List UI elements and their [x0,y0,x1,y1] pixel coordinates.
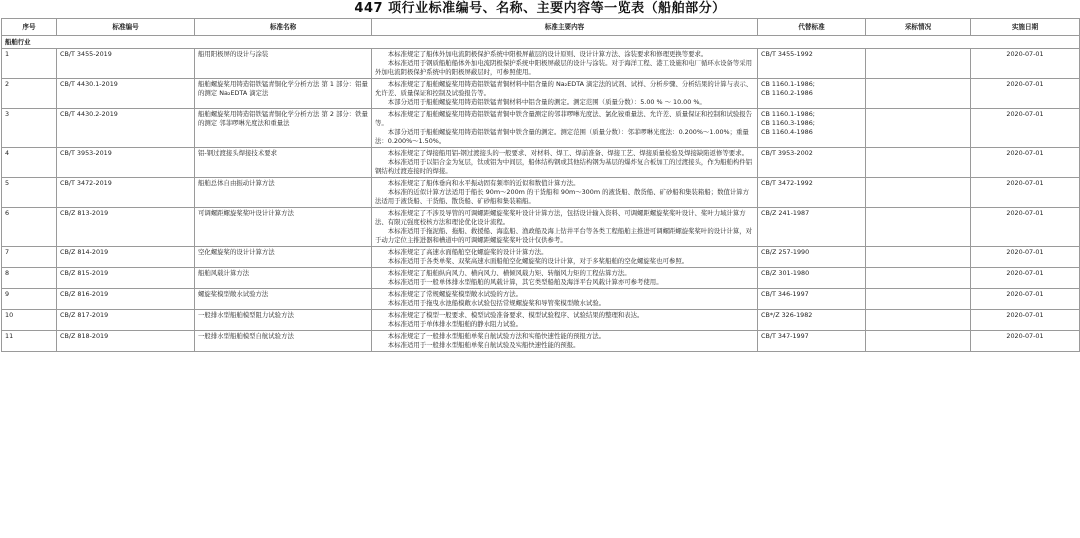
cell-content [372,49,758,79]
cell-content [372,289,758,310]
table-row [2,310,1080,331]
header-row [2,19,1080,36]
header-replaced: 代替标准 [758,19,866,36]
cell-date: 2020-07-01 [971,208,1080,247]
cell-code: CB/T 4430.1-2019 [57,79,195,109]
cell-replaced: CB/T 347-1997 [758,331,866,352]
cell-content [372,148,758,178]
cell-replaced: CB/T 346-1997 [758,289,866,310]
header-date: 实施日期 [971,19,1080,36]
cell-no: 1 [2,49,57,79]
cell-replaced: CB/Z 301-1980 [758,268,866,289]
cell-replaced: CB*/Z 326-1982 [758,310,866,331]
cell-name: 船舶总体自由振动计算方法 [195,178,372,208]
content-paragraph: 本标准的近似计算方法适用于船长 90m～200m 的干货船和 90m～300m 的液货船、散货船、矿砂船和集装箱船；数值计算方法适用于液货船、干货船、散货船、矿砂船和集装箱船。 [375,188,750,205]
cell-code: CB/Z 817-2019 [57,310,195,331]
cell-no: 7 [2,247,57,268]
cell-adopt [866,247,971,268]
cell-adopt [866,109,971,148]
cell-no: 8 [2,268,57,289]
cell-content [372,79,758,109]
cell-no: 4 [2,148,57,178]
cell-name: 可调螺距螺旋桨桨叶设计计算方法 [195,208,372,247]
cell-date: 2020-07-01 [971,148,1080,178]
header-no: 序号 [2,19,57,36]
cell-content [372,331,758,352]
content-paragraph: 本标准规定了焊接船用铝-钢过渡接头的一般要求、对材料、焊工、焊前准备、焊接工艺、焊接质量检验及焊接缺陷返修等要求。 [387,149,748,157]
cell-name: 螺旋桨模型敞水试验方法 [195,289,372,310]
cell-name: 船用阳极屏的设计与涂装 [195,49,372,79]
content-paragraph: 本部分适用于船舶螺旋桨用铸造铝铁锰青铜材料中铝含量的测定。测定范围（质量分数）：5.00 % ～ 10.00 %。 [387,98,706,106]
cell-code: CB/Z 816-2019 [57,289,195,310]
cell-adopt [866,310,971,331]
content-paragraph: 本标准规定了船舶螺旋桨用铸造铝铁锰青铜中铁含量测定的邻菲啰啉光度法、氯化铵重量法、允许差、质量保证和控制和试验报告等。 [375,110,753,127]
cell-adopt [866,148,971,178]
cell-no: 6 [2,208,57,247]
table-row [2,289,1080,310]
content-paragraph: 本标准适用于钢质船舶船体外加电流阴极保护系统中阳极屏蔽层的设计与涂装。对于海洋工程、港工设施和电厂循环水设备等采用外加电流阴极保护系统中的阳极屏蔽层时，可参照使用。 [375,59,753,76]
content-paragraph: 本标准规定了船体外加电流阴极保护系统中阳极屏蔽层的设计原则、设计计算方法、涂装要求和修理更换等要求。 [387,50,708,58]
header-content: 标准主要内容 [372,19,758,36]
cell-no: 2 [2,79,57,109]
cell-replaced: CB/Z 241-1987 [758,208,866,247]
cell-content [372,208,758,247]
cell-date: 2020-07-01 [971,109,1080,148]
table-row [2,109,1080,148]
cell-date: 2020-07-01 [971,310,1080,331]
cell-name: 船舶风载计算方法 [195,268,372,289]
cell-date: 2020-07-01 [971,79,1080,109]
standards-table [1,18,1080,352]
cell-code: CB/Z 815-2019 [57,268,195,289]
cell-adopt [866,289,971,310]
content-paragraph: 本标准适用于一般排水型船舶单桨自航试验及实船快速性能的预报。 [387,341,580,349]
content-paragraph: 本标准适用于各类单桨、双桨高速水面船舶空化螺旋桨的设计计算，对于多桨船舶的空化螺旋桨也可参照。 [387,257,689,265]
content-paragraph: 本标准规定了不涉及导管的可调螺距螺旋桨桨叶设计计算方法，包括设计输入资料、可调螺距螺旋桨桨叶设计、桨叶力域计算方法、有限元强度校核方法和理论优化设计流程。 [375,209,746,226]
cell-replaced: CB/Z 257-1990 [758,247,866,268]
cell-replaced: CB 1160.1-1986; CB 1160.2-1986 [758,79,866,109]
table-row [2,247,1080,268]
cell-date: 2020-07-01 [971,49,1080,79]
content-paragraph: 本标准规定了高速水面船舶空化螺旋桨的设计计算方法。 [387,248,548,256]
content-paragraph: 本标准适用于一般单体排水型船舶的风载计算，其它类型船舶及海洋平台风载计算亦可参考使用。 [387,278,663,286]
cell-content [372,247,758,268]
cell-content [372,310,758,331]
content-paragraph: 本标准适用于拖曳水池船模敞水试验包括常规螺旋桨和导管桨模型敞水试验。 [387,299,606,307]
cell-date: 2020-07-01 [971,268,1080,289]
table-row [2,331,1080,352]
table-row [2,178,1080,208]
cell-date: 2020-07-01 [971,247,1080,268]
cell-no: 3 [2,109,57,148]
cell-code: CB/Z 814-2019 [57,247,195,268]
table-row [2,148,1080,178]
cell-no: 5 [2,178,57,208]
content-paragraph: 本部分适用于船舶螺旋桨用铸造铝铁锰青铜中铁含量的测定。测定范围（质量分数）：邻菲啰啉光度法：0.200%～1.00%；重量法：0.200%～1.50%。 [375,128,749,145]
cell-code: CB/T 3472-2019 [57,178,195,208]
cell-content [372,268,758,289]
cell-code: CB/T 3455-2019 [57,49,195,79]
content-paragraph: 本标准规定了一般排水型船舶单桨自航试验方法和实船快速性能的预报方法。 [387,332,606,340]
header-adopt: 采标情况 [866,19,971,36]
cell-replaced: CB/T 3953-2002 [758,148,866,178]
header-name: 标准名称 [195,19,372,36]
content-paragraph: 本标准适用于以铝合金为复层，钛或铝为中间层，船体结构钢或其他结构钢为基层的爆炸复合板加工的过渡接头，作为船舶构件铝钢结构过渡连接时的焊接。 [375,158,753,175]
cell-name: 空化螺旋桨的设计计算方法 [195,247,372,268]
cell-content [372,178,758,208]
cell-adopt [866,79,971,109]
cell-date: 2020-07-01 [971,178,1080,208]
content-paragraph: 本标准适用于拖泥船、拖船、救援船、海监船、渔政船及海上钻井平台等各类工程船舶主推进可调螺距螺旋桨桨叶的设计计算，对于动力定位主推进器和槽道中的可调螺距螺旋桨桨叶设计仅供参考。 [375,227,753,244]
cell-adopt [866,49,971,79]
table-row [2,79,1080,109]
cell-adopt [866,331,971,352]
cell-adopt [866,178,971,208]
cell-no: 11 [2,331,57,352]
section-row [2,36,1080,49]
cell-replaced: CB/T 3472-1992 [758,178,866,208]
cell-no: 10 [2,310,57,331]
cell-code: CB/T 3953-2019 [57,148,195,178]
cell-name: 铝-钢过渡接头焊接技术要求 [195,148,372,178]
table-row [2,208,1080,247]
cell-name: 船舶螺旋桨用铸造铝铁锰青铜化学分析方法 第 2 部分：铁量的测定 邻菲啰啉光度法和重量法 [195,109,372,148]
cell-replaced: CB/T 3455-1992 [758,49,866,79]
cell-adopt [866,208,971,247]
cell-name: 一般排水型船舶模型自航试验方法 [195,331,372,352]
content-paragraph: 本标准规定了船舶螺旋桨用铸造铝铁锰青铜材料中铝含量的 Na₂EDTA 滴定法的试剂、试样、分析步骤、分析结果的计算与表示、允许差、质量保证和控制及试验报告等。 [375,80,753,97]
cell-code: CB/T 4430.2-2019 [57,109,195,148]
cell-name: 船舶螺旋桨用铸造铝铁锰青铜化学分析方法 第 1 部分：铝量的测定 Na₂EDTA 滴定法 [195,79,372,109]
cell-name: 一般排水型船舶模型阻力试验方法 [195,310,372,331]
cell-date: 2020-07-01 [971,289,1080,310]
content-paragraph: 本标准规定了船体垂向和水平振动固有频率的近似和数值计算方法。 [387,179,580,187]
cell-code: CB/Z 813-2019 [57,208,195,247]
content-paragraph: 本标准适用于单体排水型船舶的静水阻力试验。 [387,320,522,328]
page-title: 447 项行业标准编号、名称、主要内容等一览表（船舶部分） [354,1,726,16]
table-row [2,49,1080,79]
header-code: 标准编号 [57,19,195,36]
cell-replaced: CB 1160.1-1986; CB 1160.3-1986; CB 1160.4-1986 [758,109,866,148]
table-row [2,268,1080,289]
content-paragraph: 本标准规定了常规螺旋桨模型敞水试验的方法。 [387,290,522,298]
cell-date: 2020-07-01 [971,331,1080,352]
cell-code: CB/Z 818-2019 [57,331,195,352]
section-label: 船舶行业 [2,36,1080,49]
content-paragraph: 本标准规定了船舶纵向风力、横向风力、横倾风载力矩、转艏风力矩的工程估算方法。 [387,269,631,277]
cell-content [372,109,758,148]
content-paragraph: 本标准规定了模型一般要求、模型试验准备要求、模型试验程序、试验结果的整理和表达。 [387,311,644,319]
cell-adopt [866,268,971,289]
cell-no: 9 [2,289,57,310]
